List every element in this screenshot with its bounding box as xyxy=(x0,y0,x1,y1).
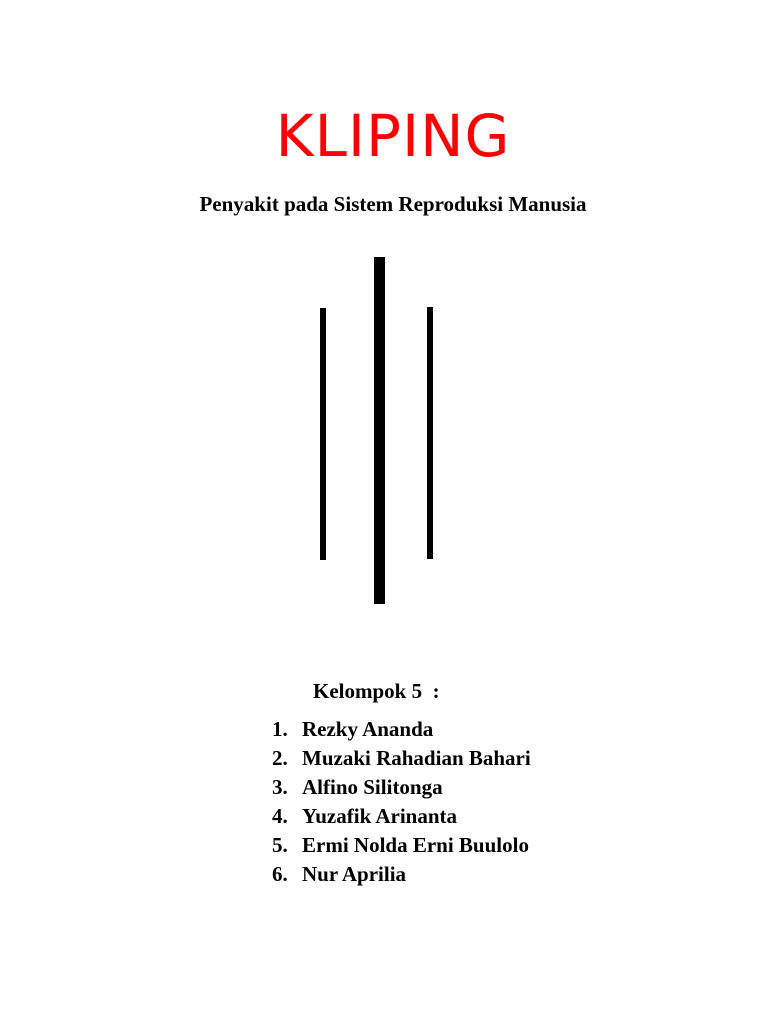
member-name: Nur Aprilia xyxy=(302,862,407,886)
group-label: Kelompok 5 : xyxy=(313,679,440,703)
member-number: 5. xyxy=(272,833,288,857)
list-item xyxy=(272,831,531,860)
member-name: Muzaki Rahadian Bahari xyxy=(302,746,531,770)
member-list xyxy=(272,715,531,889)
document-subtitle: Penyakit pada Sistem Reproduksi Manusia xyxy=(199,192,587,216)
list-item xyxy=(272,773,531,802)
document-title: KLIPING xyxy=(275,102,511,170)
bar-right xyxy=(427,307,433,559)
member-name: Ermi Nolda Erni Buulolo xyxy=(302,833,529,857)
member-number: 4. xyxy=(272,804,288,828)
member-number: 1. xyxy=(272,717,288,741)
bar-center xyxy=(374,257,385,604)
list-item xyxy=(272,802,531,831)
list-item xyxy=(272,860,531,889)
member-name: Rezky Ananda xyxy=(302,717,434,741)
member-number: 6. xyxy=(272,862,288,886)
member-number: 2. xyxy=(272,746,288,770)
member-name: Yuzafik Arinanta xyxy=(302,804,458,828)
list-item xyxy=(272,744,531,773)
list-item xyxy=(272,715,531,744)
bar-left xyxy=(320,308,326,560)
member-name: Alfino Silitonga xyxy=(302,775,443,799)
member-number: 3. xyxy=(272,775,288,799)
